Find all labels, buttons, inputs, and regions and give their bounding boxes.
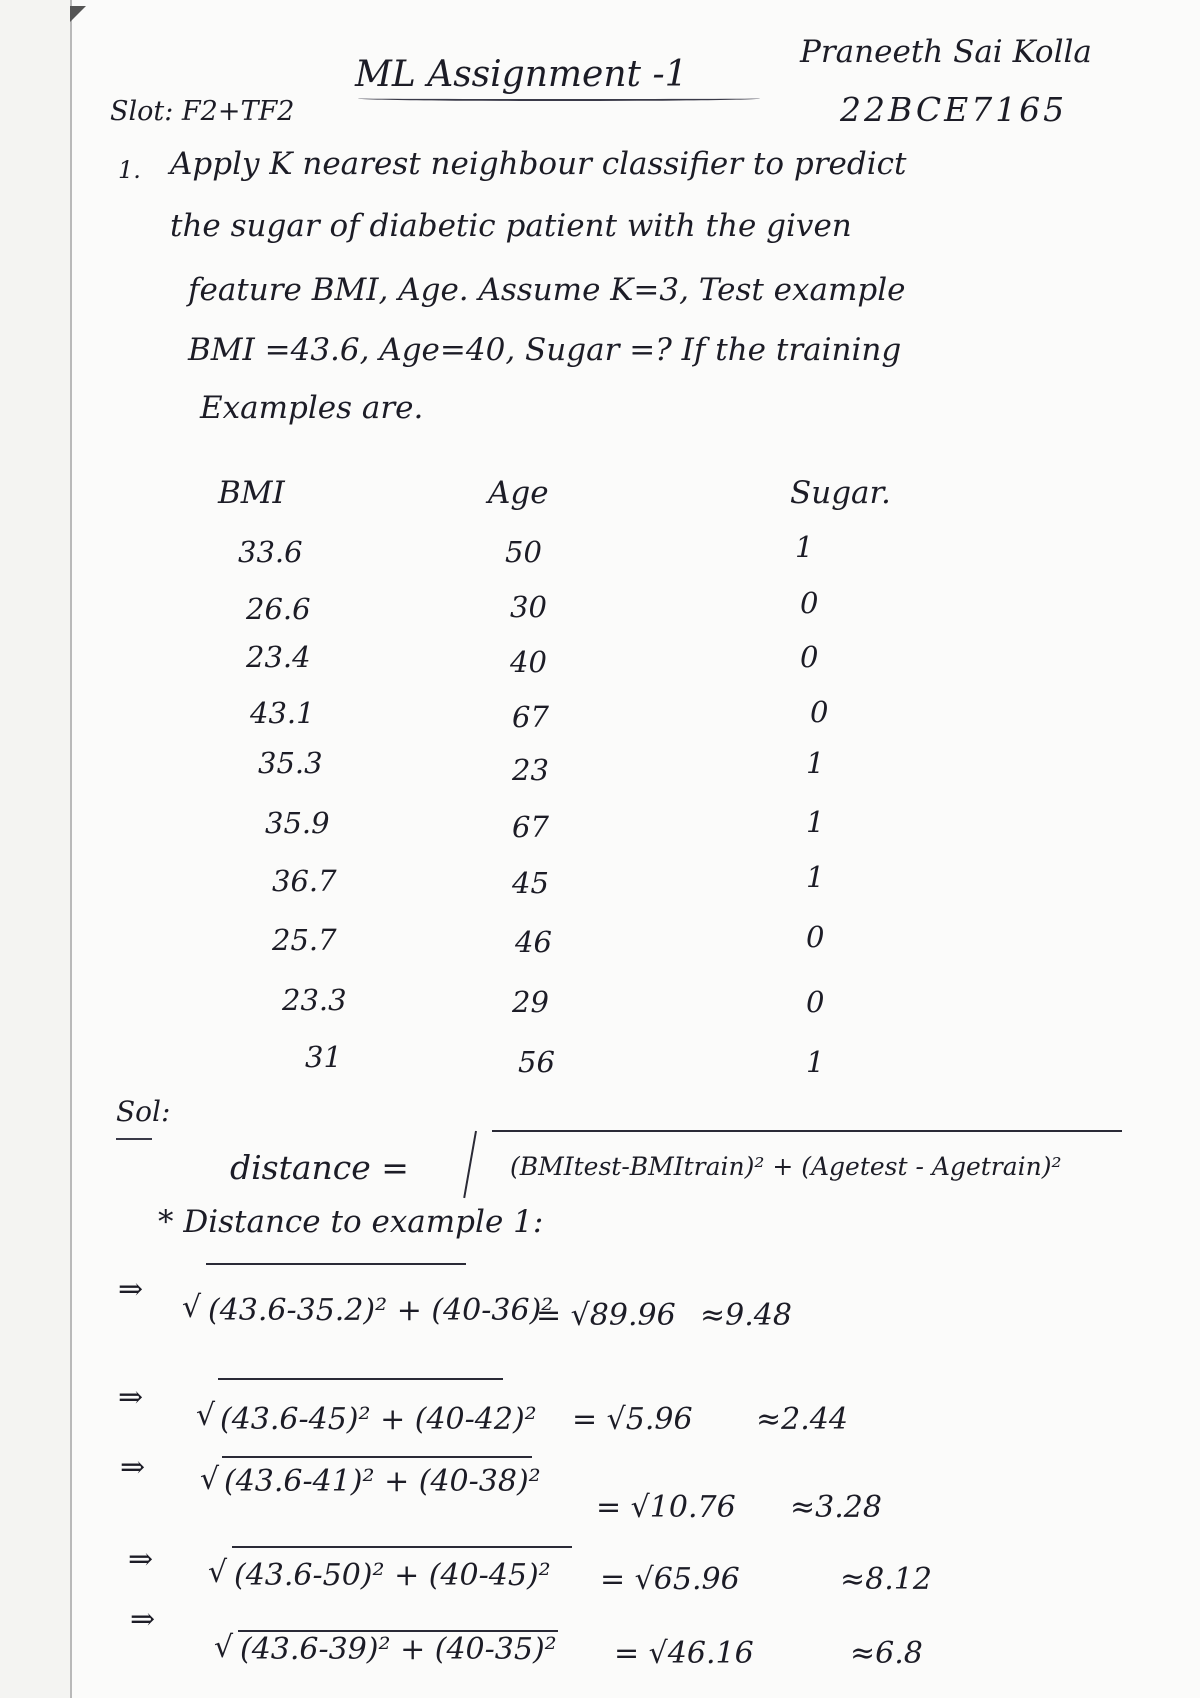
implies-arrow: ⇒ xyxy=(120,1450,146,1485)
calc-expression: (43.6-39)² + (40-35)² xyxy=(240,1632,557,1667)
calc-approx: ≈8.12 xyxy=(840,1562,932,1597)
table-cell-sugar: 0 xyxy=(800,586,819,620)
question-line: feature BMI, Age. Assume K=3, Test example xyxy=(188,272,906,308)
implies-arrow: ⇒ xyxy=(118,1272,144,1307)
table-cell-sugar: 0 xyxy=(806,985,825,1019)
column-header-sugar: Sugar. xyxy=(790,475,891,511)
formula-radical-bar xyxy=(492,1130,1122,1132)
table-cell-age: 45 xyxy=(512,866,549,900)
table-cell-sugar: 1 xyxy=(806,860,825,894)
column-header-age: Age xyxy=(488,475,549,511)
page-corner-mark xyxy=(70,6,86,22)
column-header-bmi: BMI xyxy=(218,475,285,511)
table-cell-bmi: 23.3 xyxy=(282,983,347,1017)
calc-radical: √ xyxy=(208,1555,228,1590)
calc-radical: √ xyxy=(200,1462,220,1497)
implies-arrow: ⇒ xyxy=(118,1380,144,1415)
calc-equals: = √65.96 xyxy=(600,1562,740,1597)
calc-equals: = √46.16 xyxy=(614,1636,754,1671)
table-cell-sugar: 0 xyxy=(800,640,819,674)
calc-equals: = √10.76 xyxy=(596,1490,736,1525)
calc-radical-bar xyxy=(206,1263,466,1265)
table-cell-bmi: 31 xyxy=(305,1040,342,1074)
table-cell-sugar: 1 xyxy=(795,530,814,564)
distance-heading: * Distance to example 1: xyxy=(158,1204,544,1240)
table-cell-age: 23 xyxy=(512,753,549,787)
implies-arrow: ⇒ xyxy=(130,1602,156,1637)
table-cell-sugar: 1 xyxy=(806,1045,825,1079)
solution-underline xyxy=(116,1138,152,1140)
calc-equals: = √5.96 xyxy=(572,1402,693,1437)
table-cell-bmi: 25.7 xyxy=(272,923,337,957)
calc-radical: √ xyxy=(182,1290,202,1325)
distance-formula-rhs: (BMItest-BMItrain)² + (Agetest - Agetrain)² xyxy=(510,1152,1062,1181)
calc-expression: (43.6-45)² + (40-42)² xyxy=(220,1402,537,1437)
registration-number: 22BCE7165 xyxy=(840,90,1068,129)
table-cell-age: 46 xyxy=(515,925,552,959)
title-underline xyxy=(358,96,760,101)
table-cell-bmi: 26.6 xyxy=(246,592,311,626)
table-cell-age: 50 xyxy=(505,535,542,569)
table-cell-sugar: 0 xyxy=(810,695,829,729)
table-cell-age: 67 xyxy=(512,700,549,734)
calc-approx: ≈2.44 xyxy=(756,1402,848,1437)
table-cell-age: 30 xyxy=(510,590,547,624)
solution-label: Sol: xyxy=(116,1095,171,1128)
table-cell-bmi: 36.7 xyxy=(272,864,337,898)
calc-radical-bar xyxy=(232,1546,572,1548)
slot-label: Slot: F2+TF2 xyxy=(110,96,295,127)
table-cell-age: 56 xyxy=(518,1045,555,1079)
table-cell-bmi: 23.4 xyxy=(246,640,311,674)
table-cell-bmi: 33.6 xyxy=(238,535,303,569)
distance-formula-lhs: distance = xyxy=(230,1148,409,1187)
question-number: 1. xyxy=(118,156,141,184)
calc-approx: ≈9.48 xyxy=(700,1298,792,1333)
question-line: Apply K nearest neighbour classifier to predict xyxy=(170,146,907,182)
question-line: Examples are. xyxy=(200,390,424,426)
table-cell-sugar: 1 xyxy=(806,805,825,839)
calc-expression: (43.6-41)² + (40-38)² xyxy=(224,1464,541,1499)
table-cell-sugar: 0 xyxy=(806,920,825,954)
question-line: the sugar of diabetic patient with the given xyxy=(170,208,852,244)
table-cell-bmi: 35.9 xyxy=(265,806,330,840)
table-cell-sugar: 1 xyxy=(806,746,825,780)
implies-arrow: ⇒ xyxy=(128,1542,154,1577)
table-cell-age: 67 xyxy=(512,810,549,844)
table-cell-age: 40 xyxy=(510,645,547,679)
table-cell-bmi: 43.1 xyxy=(250,696,315,730)
calc-radical-bar xyxy=(218,1378,503,1380)
table-cell-bmi: 35.3 xyxy=(258,746,323,780)
calc-expression: (43.6-35.2)² + (40-36)² xyxy=(208,1293,554,1328)
calc-radical-bar xyxy=(222,1456,532,1458)
notebook-page xyxy=(70,0,1200,1698)
calc-equals: = √89.96 xyxy=(536,1298,676,1333)
calc-radical: √ xyxy=(196,1398,216,1433)
author-name: Praneeth Sai Kolla xyxy=(800,34,1092,70)
page-edge xyxy=(70,0,72,1698)
calc-expression: (43.6-50)² + (40-45)² xyxy=(234,1558,551,1593)
calc-radical: √ xyxy=(214,1630,234,1665)
calc-approx: ≈6.8 xyxy=(850,1636,923,1671)
assignment-title: ML Assignment -1 xyxy=(355,54,688,95)
table-cell-age: 29 xyxy=(512,985,549,1019)
calc-approx: ≈3.28 xyxy=(790,1490,882,1525)
question-line: BMI =43.6, Age=40, Sugar =? If the training xyxy=(188,332,902,368)
